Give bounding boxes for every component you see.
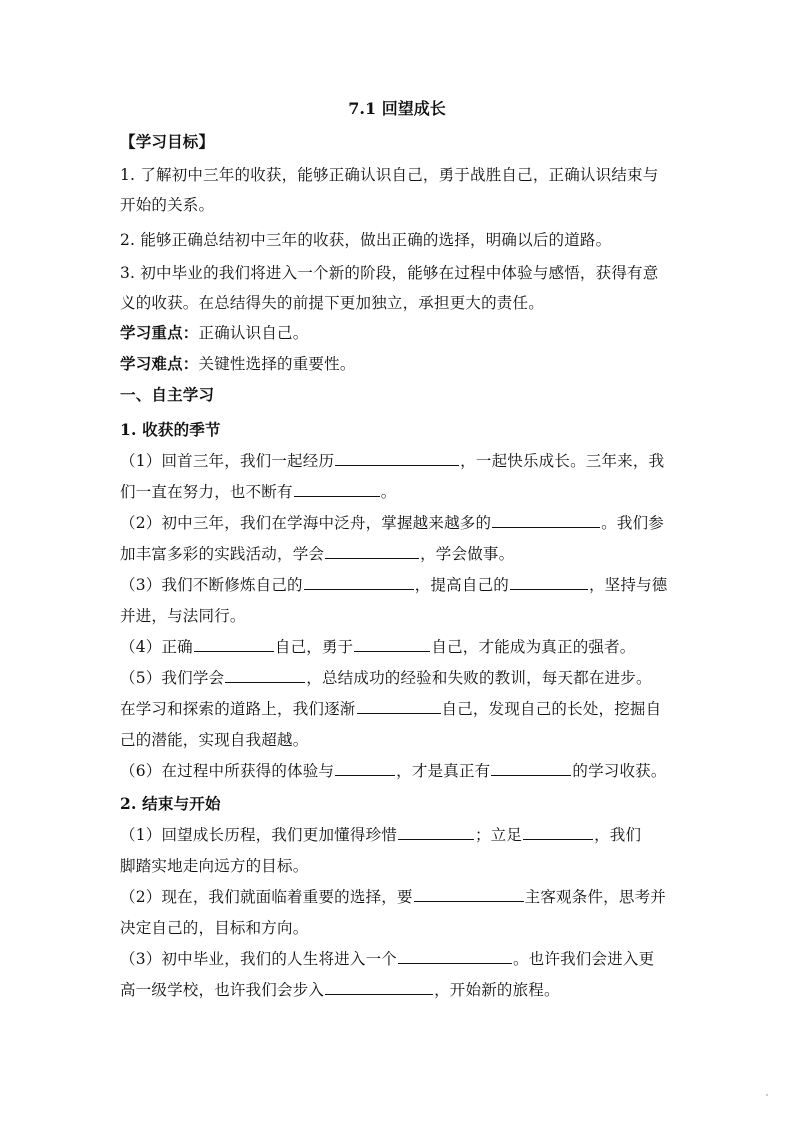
harvest-line-7: （4）正确 自己，勇于 自己，才能成为真正的强者。 [120, 638, 636, 656]
harvest-line-1: （1）回首三年，我们一起经历 ，一起快乐成长。三年来，我 [120, 452, 665, 470]
fill-blank[interactable] [491, 761, 571, 776]
section-heading-self-study: 一、自主学习 [120, 385, 215, 404]
difficulty-text: 关键性选择的重要性。 [198, 355, 356, 373]
fill-blank[interactable] [325, 980, 433, 995]
fill-blank[interactable] [492, 513, 600, 528]
fill-blank[interactable] [225, 668, 305, 683]
fill-blank[interactable] [523, 825, 593, 840]
fill-blank[interactable] [398, 825, 474, 840]
goal-line-3: 2. 能够正确总结初中三年的收获，做出正确的选择，明确以后的道路。 [120, 231, 612, 249]
page-speck [766, 1094, 768, 1096]
end-start-line-6: 高一级学校，也许我们会步入 ，开始新的旅程。 [120, 981, 560, 999]
fill-blank[interactable] [335, 451, 459, 466]
fill-blank[interactable] [304, 575, 414, 590]
end-start-line-4: 决定自己的，目标和方向。 [120, 919, 309, 937]
fill-blank[interactable] [354, 637, 430, 652]
fill-blank[interactable] [294, 482, 380, 497]
harvest-line-6: 并进，与法同行。 [120, 607, 246, 625]
key-point [120, 321, 308, 343]
section-heading-goals: 【学习目标】 [120, 132, 215, 151]
fill-blank[interactable] [398, 949, 512, 964]
end-start-line-1: （1）回望成长历程，我们更加懂得珍惜 ；立足 ，我们 [120, 826, 642, 844]
page-title: 7.1 回望成长 [348, 99, 446, 118]
goal-line-4: 3. 初中毕业的我们将进入一个新的阶段，能够在过程中体验与感悟，获得有意 [120, 264, 659, 282]
fill-blank[interactable] [414, 887, 524, 902]
subsection-heading-end-start: 2. 结束与开始 [120, 794, 221, 813]
goal-line-2: 开始的关系。 [120, 196, 215, 214]
goal-line-5: 义的收获。在总结得失的前提下更加独立，承担更大的责任。 [120, 294, 544, 312]
harvest-line-2: 们一直在努力，也不断有 。 [120, 483, 397, 501]
goal-line-1: 1. 了解初中三年的收获，能够正确认识自己，勇于战胜自己，正确认识结束与 [120, 166, 659, 184]
harvest-line-9: 在学习和探索的道路上，我们逐渐 自己，发现自己的长处，挖掘自 [120, 700, 662, 718]
fill-blank[interactable] [510, 575, 588, 590]
end-start-line-2: 脚踏实地走向远方的目标。 [120, 857, 309, 875]
harvest-line-8: （5）我们学会 ，总结成功的经验和失败的教训，每天都在进步。 [120, 669, 652, 687]
fill-blank[interactable] [325, 544, 419, 559]
fill-blank[interactable] [194, 637, 274, 652]
harvest-line-11: （6）在过程中所获得的体验与 ，才是真正有 的学习收获。 [120, 762, 667, 780]
difficulty-label: 学习难点： [120, 354, 199, 373]
end-start-line-5: （3）初中毕业，我们的人生将进入一个 。也许我们会进入更 [120, 950, 655, 968]
harvest-line-3: （2）初中三年，我们在学海中泛舟，掌握越来越多的 。我们参 [120, 514, 664, 532]
end-start-line-3: （2）现在，我们就面临着重要的选择，要 主客观条件，思考并 [120, 888, 666, 906]
difficulty [120, 352, 356, 374]
key-point-label: 学习重点： [120, 323, 199, 342]
fill-blank[interactable] [357, 699, 441, 714]
key-point-text: 正确认识自己。 [198, 324, 309, 342]
harvest-line-4: 加丰富多彩的实践活动，学会 ，学会做事。 [120, 545, 515, 563]
harvest-line-5: （3）我们不断修炼自己的 ，提高自己的 ，坚持与德 [120, 576, 668, 594]
fill-blank[interactable] [335, 761, 395, 776]
harvest-line-10: 己的潜能，实现自我超越。 [120, 731, 309, 749]
subsection-heading-harvest: 1. 收获的季节 [120, 420, 221, 439]
